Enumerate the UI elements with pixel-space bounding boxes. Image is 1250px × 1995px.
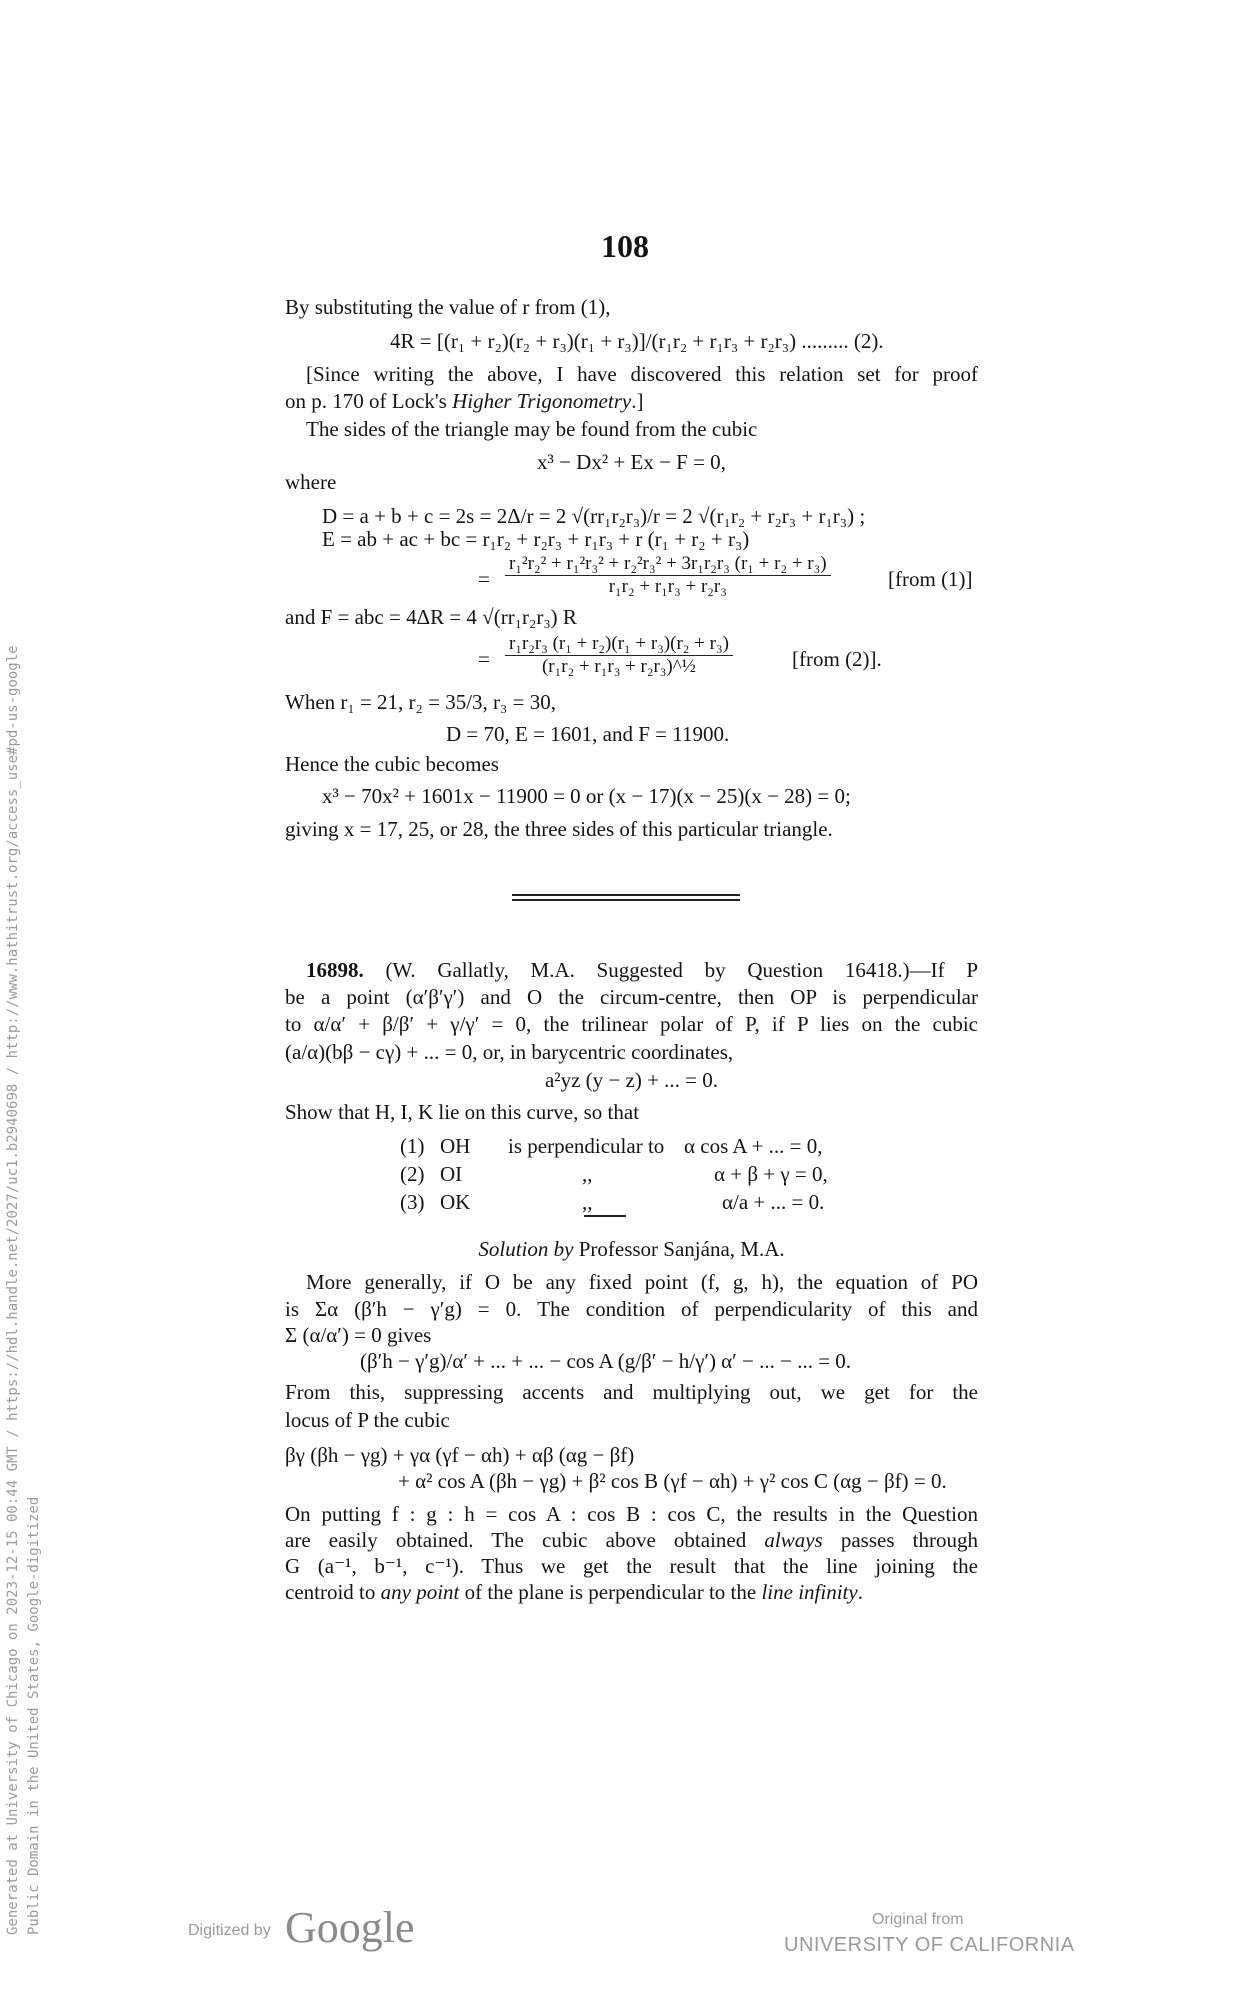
text-line: is Σα (β′h − γ′g) = 0. The condition of perpendicularity of this and	[285, 1297, 978, 1321]
text-line: giving x = 17, 25, or 28, the three sides of this particular triangle.	[285, 817, 833, 841]
google-logo: Google	[285, 1903, 415, 1952]
text-line: From this, suppressing accents and multiplying out, we get for the	[285, 1380, 978, 1404]
item-equation: α + β + γ = 0,	[714, 1162, 828, 1186]
text-line: locus of P the cubic	[285, 1408, 450, 1432]
item-relation: ,,	[582, 1190, 593, 1214]
text-span: Professor Sanjána, M.A.	[573, 1237, 785, 1261]
equation-values: D = 70, E = 1601, and F = 11900.	[446, 722, 730, 746]
fraction-denominator: (r₁r₂ + r₁r₃ + r₂r₃)^½	[541, 656, 696, 677]
equation-perpendicularity: (β′h − γ′g)/α′ + ... + ... − cos A (g/β′ − h/γ′) α′ − ... − ... = 0.	[360, 1349, 852, 1373]
page-number: 108	[601, 228, 649, 264]
text-span: always	[764, 1528, 823, 1552]
fraction-numerator: r₁r₂r₃ (r₁ + r₂)(r₁ + r₃)(r₂ + r₃)	[505, 633, 733, 656]
fraction-E	[505, 553, 831, 598]
fraction-denominator: r₁r₂ + r₁r₃ + r₂r₃	[608, 576, 727, 597]
reference-note: [from (2)].	[792, 647, 882, 671]
digitized-by-label: Digitized by	[188, 1922, 271, 1939]
original-from-label: Original from	[872, 1911, 964, 1928]
text-line: Show that H, I, K lie on this curve, so that	[285, 1100, 640, 1124]
equation-D: D = a + b + c = 2s = 2Δ/r = 2 √(rr₁r₂r₃)/r = 2 √(r₁r₂ + r₂r₃ + r₁r₃) ;	[322, 504, 866, 528]
text-line: Σ (α/α′) = 0 gives	[285, 1323, 432, 1347]
fraction-F	[505, 633, 733, 678]
text-line: Hence the cubic becomes	[285, 752, 499, 776]
solution-heading	[285, 1236, 978, 1262]
reference-note: [from (1)]	[888, 567, 973, 591]
fraction-numerator: r₁²r₂² + r₁²r₃² + r₂²r₃² + 3r₁r₂r₃ (r₁ + r₂ + r₃)	[505, 553, 831, 576]
text-span: Solution by	[478, 1237, 574, 1261]
equation-locus-cont: + α² cos A (βh − γg) + β² cos B (γf − αh) + γ² cos C (αg − βf) = 0.	[398, 1469, 947, 1493]
divider	[512, 894, 740, 896]
equation-F: and F = abc = 4ΔR = 4 √(rr₁r₂r₃) R	[285, 605, 577, 629]
item-relation: is perpendicular to	[508, 1134, 665, 1158]
text-line: On putting f : g : h = cos A : cos B : cos C, the results in the Question	[285, 1502, 978, 1526]
question-heading	[306, 957, 978, 983]
item-number: (1)	[400, 1134, 425, 1158]
equation-cubic: x³ − Dx² + Ex − F = 0,	[537, 450, 726, 474]
watermark-public-domain: Public Domain in the United States, Google-digitized	[26, 1496, 42, 1935]
item-subject: OH	[440, 1134, 471, 1158]
text-span: on p. 170 of Lock's	[285, 389, 453, 413]
text-line: More generally, if O be any fixed point (f, g, h), the equation of PO	[306, 1270, 978, 1294]
watermark-generated: Generated at University of Chicago on 2023-12-15 00:44 GMT / https://hdl.handle.net/2027/uc1.b2940698 / http://www.hathitrust.org/access_use#pd-us-google	[5, 645, 21, 1935]
text-span: are easily obtained. The cubic above obtained	[285, 1528, 765, 1552]
item-equation: α/a + ... = 0.	[722, 1190, 825, 1214]
text-line: The sides of the triangle may be found from the cubic	[306, 417, 758, 441]
text-span: .	[857, 1580, 863, 1604]
text-span: passes through	[822, 1528, 978, 1552]
text-line: to α/α′ + β/β′ + γ/γ′ = 0, the trilinear polar of P, if P lies on the cubic	[285, 1012, 978, 1036]
item-number: (2)	[400, 1162, 425, 1186]
text-line: When r₁ = 21, r₂ = 35/3, r₃ = 30,	[285, 690, 556, 714]
equals-sign: =	[478, 647, 490, 671]
institution-label: UNIVERSITY OF CALIFORNIA	[784, 1934, 1075, 1956]
divider	[584, 1215, 626, 1217]
text-span: line infinity	[761, 1580, 858, 1604]
text-line	[285, 1579, 863, 1605]
text-span: (W. Gallatly, M.A. Suggested by Question 16418.)—If P	[385, 958, 979, 982]
equation-E: E = ab + ac + bc = r₁r₂ + r₂r₃ + r₁r₃ + r (r₁ + r₂ + r₃)	[322, 527, 750, 551]
text-line: G (a⁻¹, b⁻¹, c⁻¹). Thus we get the result that the line joining the	[285, 1554, 978, 1578]
text-line: be a point (α′β′γ′) and O the circum-centre, then OP is perpendicular	[285, 985, 978, 1009]
equation-cubic-values: x³ − 70x² + 1601x − 11900 = 0 or (x − 17)(x − 25)(x − 28) = 0;	[322, 784, 851, 808]
equation-4R: 4R = [(r₁ + r₂)(r₂ + r₃)(r₁ + r₃)]/(r₁r₂ + r₁r₃ + r₂r₃) ......... (2).	[390, 329, 884, 353]
item-subject: OI	[440, 1162, 463, 1186]
text-line: By substituting the value of r from (1),	[285, 295, 611, 319]
item-relation: ,,	[582, 1162, 593, 1186]
list-item	[400, 1133, 425, 1159]
equals-sign: =	[478, 567, 490, 591]
divider	[512, 899, 740, 901]
text-line	[285, 1527, 978, 1553]
question-number: 16898.	[306, 958, 364, 982]
text-line	[285, 388, 643, 414]
text-line: (a/α)(bβ − cγ) + ... = 0, or, in barycentric coordinates,	[285, 1040, 734, 1064]
item-subject: OK	[440, 1190, 471, 1214]
text-span: .]	[631, 389, 644, 413]
text-span: any point	[380, 1580, 460, 1604]
equation-locus: βγ (βh − γg) + γα (γf − αh) + αβ (αg − βf)	[285, 1443, 635, 1467]
text-line: where	[285, 470, 337, 494]
item-number: (3)	[400, 1190, 425, 1214]
equation-barycentric: a²yz (y − z) + ... = 0.	[544, 1068, 719, 1092]
text-line: [Since writing the above, I have discovered this relation set for proof	[306, 362, 978, 386]
item-equation: α cos A + ... = 0,	[684, 1134, 823, 1158]
text-span: of the plane is perpendicular to the	[459, 1580, 762, 1604]
text-span: centroid to	[285, 1580, 381, 1604]
book-title: Higher Trigonometry	[452, 389, 632, 413]
